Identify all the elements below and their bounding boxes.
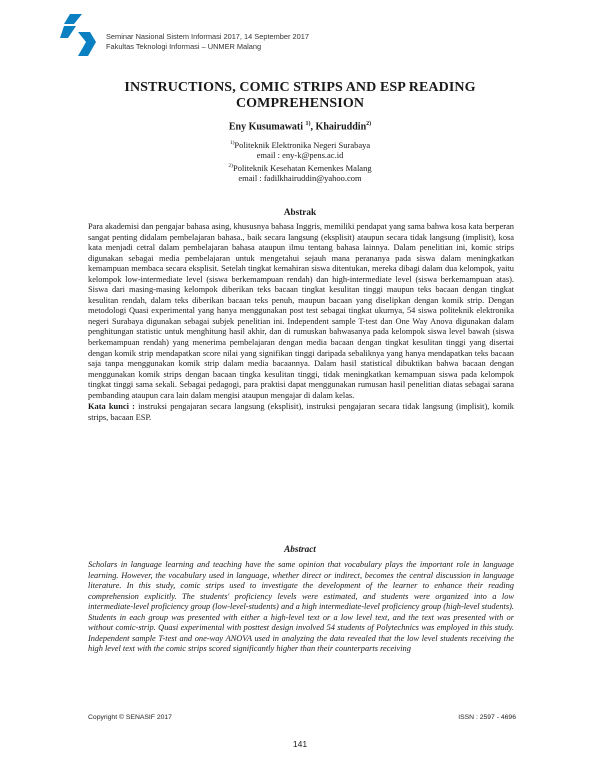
affil-2-institution: Politeknik Kesehatan Kemenkes Malang	[233, 162, 372, 173]
abstract-heading: Abstract	[284, 544, 316, 554]
author-2-sup: 2)	[366, 121, 372, 127]
title-line-1: INSTRUCTIONS, COMIC STRIPS AND ESP READING	[124, 80, 476, 95]
page-number: 141	[292, 739, 308, 749]
affil-1-email: email : eny-k@pens.ac.id	[256, 150, 344, 161]
keywords-text: instruksi pengajaran secara langsung (eksplisit), instruksi pengajaran secara tidak langsung (implisit), komik strips, bacaan ESP.	[88, 402, 514, 422]
affil-2-sup: 2)	[228, 163, 234, 170]
conference-info	[106, 32, 309, 52]
conference-line-2: Fakultas Teknologi Informasi – UNMER Malang	[106, 42, 262, 51]
page-header	[58, 12, 548, 58]
affil-2-email: email : fadilkhairuddin@yahoo.com	[238, 173, 362, 184]
paper-title	[0, 80, 600, 112]
issn-text: ISSN : 2597 - 4696	[458, 714, 516, 721]
conference-line-1: Seminar Nasional Sistem Informasi 2017, 14 September 2017	[106, 32, 309, 41]
author-1: Eny Kusumawati	[228, 121, 304, 133]
keywords	[88, 402, 514, 423]
keywords-label: Kata kunci :	[88, 402, 135, 412]
copyright-text: Copyright © SENASIF 2017	[88, 714, 172, 721]
author-1-sup: 1)	[305, 121, 311, 127]
abstrak-heading: Abstrak	[283, 207, 317, 217]
senasif-logo-icon	[58, 12, 98, 58]
abstract-body: Scholars in language learning and teaching have the same opinion that vocabulary plays the important role in language learning. However, the vocabulary used in language, whether direct or indirect, becomes the central discussion in language literature. In this study, comic strips used to investigate the development of the learner to enhance their reading comprehension explicitly. The students' proficiency levels were estimated, and students were organized into a low intermediate-level proficiency group (low-level-students) and a high intermediate-level proficiency group (high-level students). Students in each group was presented with either a high-level text or a low level text, and the text was presented with or without comic-strip. Quasi experimental with posttest design involved 54 students of Polytechnics was employed in this study. Independent sample T-test and one-way ANOVA used in analyzing the data revealed that the low level students receiving the high level text with the comic strips scored significantly higher than their counterparts receiving	[88, 560, 514, 654]
abstrak-section	[88, 222, 514, 423]
abstrak-body: Para akademisi dan pengajar bahasa asing, khususnya bahasa Inggris, memiliki pendapat yang sama bahwa kosa kata berperan sangat penting didalam pembelajaran bahasa., baik secara langsung (eksplisit) ataupun secara tidak langsung (implisit), kosa kata menjadi cetral dalam pembelajaran bahasa ataupun ilmu tentang bahasa lainnya. Dalam penelitian ini, komic strips digunakan sebagai media pembelajaran untuk mengetahui sejauh mana perananya pada siswa dalam meningkatkan kemampuan membaca secara eksplisit. Setelah tingkat kemahiran siswa ditentukan, mereka dibagi dalam dua kelompok, yaitu kelompok low-intermediate level (siswa berkemampuan rendah) dan high-intermediate level (siswa berkemampuan atas). Siswa dari masing-masing kelompok diberikan teks bacaan tingkat kesulitan tinggi maupun teks bacaan dengan tingkat kesulitan rendah, dalam teks diberikan bacaan teks penuh, maupun bacaan yang diselipkan dengan komik strip. Dengan metodologi Quasi experimental yang hanya menggunakan post test sebagai tingkat ukurnya, 54 siswa politeknik elektronika negeri Surabaya digunakan sebagai subjek penelitian ini. Independent sample T-test dan One Way Anova digunakan dalam penghitungan statistic untuk menghitung hasil akhir, dan di rumuskan bahwasanya pada kelompok siswa level bawah (siswa berkemampuan rendah) yang menerima pembelajaran dengan media bacaan dengan tingkat kesulitan tinggi yang disertai dengan komik strip mendapatkan score nilai yang signifikan tinggi daripada sebaliknya yang hanya mendapatkan teks bacaan saja tanpa menggunakan komik strip dalam media bacaannya. Dalam hasil statistical dibuktikan bahwa bacaan dengan menggunakan komik strips dengan bacaan tingka kesulitan tinggi, tidak meningkatkan kemampuan siswa pada kelompok tingkat tinggi sama sekali. Sebagai pedagogi, para praktisi dapat menggunakan rumusan hasil penelitian diatas sebagai sarana pembanding ataupun cara lain dalam mengisi ataupun mengajar di dalam kelas.	[88, 222, 514, 400]
affiliations	[0, 138, 600, 184]
title-line-2: COMPREHENSION	[235, 96, 365, 111]
affil-1-institution: Politeknik Elektronika Negeri Surabaya	[234, 139, 371, 150]
affil-1-sup: 1)	[229, 140, 235, 146]
author-list: Eny Kusumawati $^{1)}$, Khairuddin$^{2)}$	[228, 121, 372, 133]
author-2: Khairuddin	[315, 121, 367, 133]
